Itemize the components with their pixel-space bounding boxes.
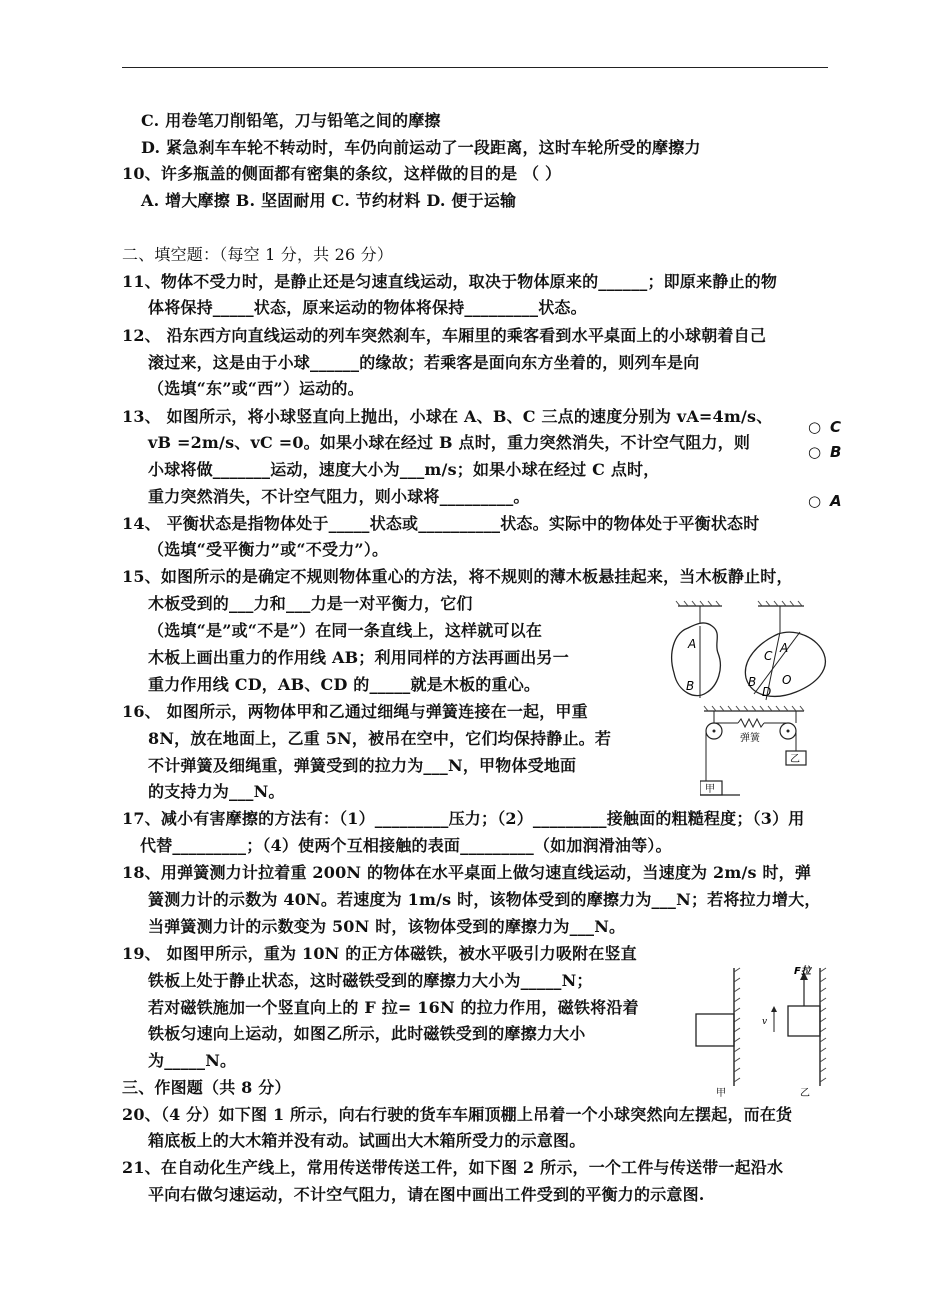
question-16: 16、 如图所示，两物体甲和乙通过细绳与弹簧连接在一起，甲重 — [122, 702, 588, 721]
question-18-cont2: 当弹簧测力计的示数变为 50N 时，该物体受到的摩擦力为___N。 — [148, 917, 626, 936]
question-21: 21、在自动化生产线上，常用传送带传送工件，如下图 2 所示，一个工件与传送带一起沿水 — [122, 1158, 784, 1177]
point-a-marker: ○ — [808, 492, 822, 510]
fig19-yi-label: 乙 — [800, 1088, 810, 1097]
fig19-velocity-label: v — [762, 1017, 768, 1027]
section-2-title: 二、填空题：（每空 1 分，共 26 分） — [122, 245, 394, 264]
question-20-cont: 箱底板上的大木箱并没有动。试画出大木箱所受力的示意图。 — [148, 1131, 586, 1150]
question-16-cont1: 8N，放在地面上，乙重 5N，被吊在空中，它们均保持静止。若 — [148, 729, 612, 748]
fig16-yi-label: 乙 — [790, 754, 800, 765]
question-19-cont3: 铁板匀速向上运动，如图乙所示，此时磁铁受到的摩擦力大小 — [148, 1024, 586, 1043]
question-12-hint: （选填“东”或“西”）运动的。 — [148, 379, 364, 398]
point-b-marker: ○ — [808, 443, 822, 461]
fig16-jia-label: 甲 — [705, 784, 715, 795]
question-14-hint: （选填“受平衡力”或“不受力”）。 — [148, 540, 389, 559]
point-c-label: C — [830, 418, 842, 436]
question-12: 12、 沿东西方向直线运动的列车突然刹车，车厢里的乘客看到水平桌面上的小球朝着自己 — [122, 326, 767, 345]
question-13: 13、 如图所示，将小球竖直向上抛出，小球在 A、B、C 三点的速度分别为 vA=4m/s、 — [122, 407, 773, 426]
point-b-label: B — [830, 443, 842, 461]
fig15-label-a-left: A — [688, 637, 697, 651]
question-16-cont2: 不计弹簧及细绳重，弹簧受到的拉力为___N，甲物体受地面 — [148, 756, 577, 775]
question-11-cont: 体将保持_____状态，原来运动的物体将保持_________状态。 — [148, 298, 587, 317]
question-17: 17、减小有害摩擦的方法有：（1）_________压力；（2）_________接触面的粗糙程度；（3）用 — [122, 809, 805, 828]
fig15-label-d: D — [762, 685, 772, 699]
question-19: 19、 如图甲所示，重为 10N 的正方体磁铁，被水平吸引力吸附在竖直 — [122, 944, 637, 963]
option-c-9: C. 用卷笔刀削铅笔，刀与铅笔之间的摩擦 — [141, 111, 441, 130]
question-16-cont3: 的支持力为___N。 — [148, 782, 285, 801]
fig19-magnet-plates — [690, 962, 835, 1097]
question-20: 20、（4 分）如下图 1 所示，向右行驶的货车车厢顶棚上吊着一个小球突然向左摆起，而在货 — [122, 1105, 793, 1124]
question-19-cont1: 铁板上处于静止状态，这时磁铁受到的摩擦力大小为_____N； — [148, 971, 593, 990]
fig15-label-b-left: B — [686, 679, 695, 693]
question-13-cont2: 小球将做_______运动，速度大小为___m/s；如果小球在经过 C 点时， — [148, 460, 660, 479]
fig19-force-label: F拉 — [794, 966, 811, 977]
question-13-cont1: vB =2m/s、vC =0。如果小球在经过 B 点时，重力突然消失，不计空气阻力，则 — [148, 433, 751, 452]
fig15-label-b-right: B — [748, 675, 757, 689]
question-10-options: A. 增大摩擦 B. 坚固耐用 C. 节约材料 D. 便于运输 — [141, 191, 517, 210]
question-15-cont4: 重力作用线 CD，AB、CD 的_____就是木板的重心。 — [148, 675, 541, 694]
fig15-label-a-right: A — [780, 641, 789, 655]
question-11: 11、物体不受力时，是静止还是匀速直线运动，取决于物体原来的______；即原来静止的物 — [122, 272, 778, 291]
fig15-label-o: O — [782, 673, 792, 687]
fig15-label-c: C — [764, 649, 773, 663]
section-3-title: 三、作图题（共 8 分） — [122, 1078, 291, 1097]
fig19-jia-label: 甲 — [716, 1088, 726, 1097]
point-c-marker: ○ — [808, 418, 822, 436]
question-15-cont1: 木板受到的___力和___力是一对平衡力，它们 — [148, 594, 473, 613]
point-a-label: A — [830, 492, 842, 510]
fig16-spring-label: 弹簧 — [740, 733, 760, 744]
question-18-cont1: 簧测力计的示数为 40N。若速度为 1m/s 时，该物体受到的摩擦力为___N；若将拉力增大， — [148, 890, 821, 909]
question-15-cont2: （选填“是”或“不是”）在同一条直线上，这样就可以在 — [148, 621, 543, 640]
option-d-9: D. 紧急刹车车轮不转动时，车仍向前运动了一段距离，这时车轮所受的摩擦力 — [141, 138, 701, 157]
question-17-cont: 代替_________；（4）使两个互相接触的表面_________（如加润滑油等）。 — [140, 836, 672, 855]
question-19-cont4: 为_____N。 — [148, 1051, 237, 1070]
question-10: 10、许多瓶盖的侧面都有密集的条纹，这样做的目的是 （ ） — [122, 164, 562, 183]
question-14: 14、 平衡状态是指物体处于_____状态或__________状态。实际中的物体处于平衡状态时 — [122, 514, 760, 533]
question-12-cont: 滚过来，这是由于小球______的缘故；若乘客是面向东方坐着的，则列车是向 — [148, 353, 700, 372]
fig16-pulley-spring — [700, 705, 810, 799]
question-21-cont: 平向右做匀速运动，不计空气阻力，请在图中画出工件受到的平衡力的示意图. — [148, 1185, 705, 1204]
question-15-cont3: 木板上画出重力的作用线 AB；利用同样的方法再画出另一 — [148, 648, 569, 667]
question-13-cont3: 重力突然消失，不计空气阻力，则小球将_________。 — [148, 487, 530, 506]
header-rule — [122, 67, 828, 68]
question-19-cont2: 若对磁铁施加一个竖直向上的 F 拉= 16N 的拉力作用，磁铁将沿着 — [148, 998, 639, 1017]
fig15-center-of-gravity — [666, 598, 846, 708]
question-15: 15、如图所示的是确定不规则物体重心的方法，将不规则的薄木板悬挂起来，当木板静止时， — [122, 567, 793, 586]
question-18: 18、用弹簧测力计拉着重 200N 的物体在水平桌面上做匀速直线运动，当速度为 2m/s 时，弹 — [122, 863, 812, 882]
